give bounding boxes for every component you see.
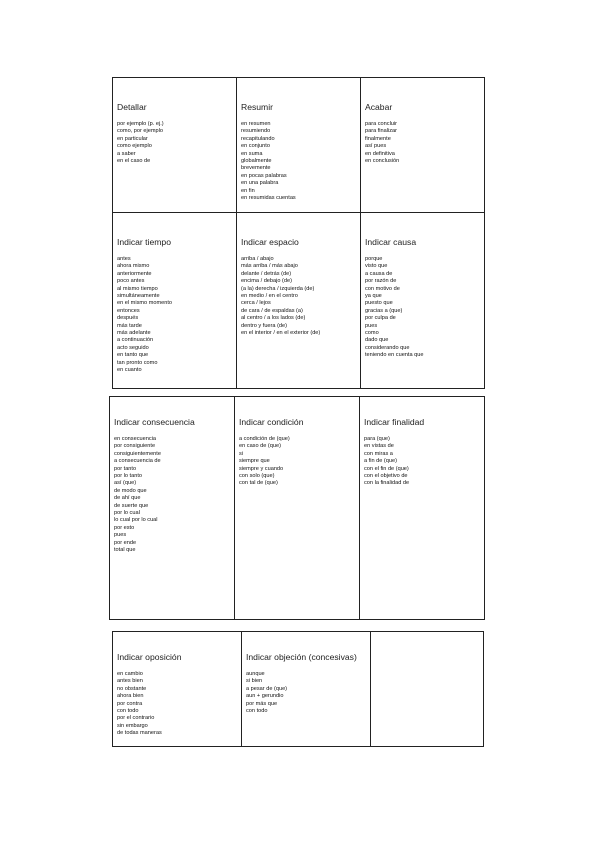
connector-item: puesto que xyxy=(365,300,393,307)
connector-item: en conjunto xyxy=(241,143,270,150)
connector-item: de ahí que xyxy=(114,495,141,502)
connector-item: por consiguiente xyxy=(114,443,156,450)
connector-item: si xyxy=(239,450,244,457)
connector-item: ahora mismo xyxy=(117,263,150,270)
cell-indicar-tiempo xyxy=(113,213,237,389)
connector-item: con el objetivo de xyxy=(364,473,408,480)
connector-item: por lo tanto xyxy=(114,473,142,480)
cell-resumir xyxy=(237,78,361,213)
connector-item: por tanto xyxy=(114,465,137,472)
connector-item: pues xyxy=(365,322,378,329)
connector-item: como xyxy=(365,330,379,337)
connector-item: aun + gerundio xyxy=(246,693,284,700)
connector-item: siempre que xyxy=(239,458,270,465)
connector-item: poco antes xyxy=(117,278,145,285)
connector-item: simultáneamente xyxy=(117,293,160,300)
cell-heading: Detallar xyxy=(117,102,147,112)
cell-empty xyxy=(371,632,484,747)
connector-item: no obstante xyxy=(117,685,147,692)
connector-item: por culpa de xyxy=(365,315,396,322)
connector-item: anteriormente xyxy=(117,270,152,277)
connector-item: en el caso de xyxy=(117,158,151,165)
connector-item: por más que xyxy=(246,700,278,707)
connector-item: por ende xyxy=(114,539,137,546)
cell-indicar-oposicion xyxy=(113,632,242,747)
connector-item: en cuanto xyxy=(117,367,142,374)
connector-item: con todo xyxy=(117,708,139,715)
cell-heading: Indicar condición xyxy=(239,417,304,427)
connector-item: para (que) xyxy=(364,436,390,442)
connector-item: por ejemplo (p. ej.) xyxy=(117,121,164,127)
connector-item: por razón de xyxy=(365,278,397,285)
connector-item: con solo (que) xyxy=(239,473,275,480)
cell-heading: Indicar objeción (concesivas) xyxy=(246,652,357,662)
connector-item: cerca / lejos xyxy=(241,300,271,307)
connector-item: dado que xyxy=(365,337,389,344)
connector-item: al mismo tiempo xyxy=(117,285,158,292)
connector-item: aunque xyxy=(246,671,265,677)
connector-item: globalmente xyxy=(241,158,272,165)
connector-item: en una palabra xyxy=(241,180,279,187)
connector-item: para finalizar xyxy=(365,128,398,135)
connector-item: en resumen xyxy=(241,121,271,127)
connector-item: como ejemplo xyxy=(117,143,152,150)
connector-item: en resumidas cuentas xyxy=(241,195,296,202)
connector-item: en consecuencia xyxy=(114,436,156,442)
cell-indicar-objecion xyxy=(242,632,371,747)
cell-heading: Indicar causa xyxy=(365,237,417,247)
connector-item: así (que) xyxy=(114,480,137,487)
connector-item: por esto xyxy=(114,524,135,531)
connector-item: encima / debajo (de) xyxy=(241,278,292,285)
connector-item: tan pronto como xyxy=(117,359,158,366)
cell-heading: Indicar oposición xyxy=(117,652,182,662)
connector-item: siempre y cuando xyxy=(239,465,284,472)
connector-item: gracias a (que) xyxy=(365,307,403,314)
connector-item: por lo cual xyxy=(114,510,140,517)
connector-item: con la finalidad de xyxy=(364,480,410,487)
connector-item: como, por ejemplo xyxy=(117,128,164,135)
connector-item: de cara / de espaldas (a) xyxy=(241,307,303,314)
cell-heading: Resumir xyxy=(241,102,273,112)
connector-item: visto que xyxy=(365,263,388,270)
connector-item: por contra xyxy=(117,700,143,707)
connector-item: entonces xyxy=(117,307,140,314)
connector-item: arriba / abajo xyxy=(241,256,274,262)
connector-item: al centro / a los lados (de) xyxy=(241,315,306,322)
cell-acabar xyxy=(361,78,485,213)
cell-indicar-finalidad xyxy=(360,397,485,620)
connector-item: antes xyxy=(117,256,131,262)
connector-item: más tarde xyxy=(117,322,142,329)
connector-item: con todo xyxy=(246,708,268,715)
connector-item: más adelante xyxy=(117,330,151,337)
connector-item: para concluir xyxy=(365,121,398,127)
connector-item: con el fin de (que) xyxy=(364,465,409,472)
connector-item: a condición de (que) xyxy=(239,436,290,442)
connector-item: recapitulando xyxy=(241,135,275,142)
connector-item: por el contrario xyxy=(117,715,155,722)
connector-item: en el mismo momento xyxy=(117,300,173,307)
connector-item: en cambio xyxy=(117,671,143,677)
connector-item: ahora bien xyxy=(117,693,144,700)
connector-item: de modo que xyxy=(114,487,147,494)
connectors-table-1 xyxy=(112,77,485,389)
connector-item: dentro y fuera (de) xyxy=(241,322,288,329)
cell-indicar-causa xyxy=(361,213,485,389)
connector-item: a pesar de (que) xyxy=(246,685,288,692)
cell-indicar-consecuencia xyxy=(110,397,235,620)
connector-item: ya que xyxy=(365,293,382,300)
connector-item: en vistas de xyxy=(364,443,394,450)
connector-item: sin embargo xyxy=(117,722,148,729)
cell-heading: Indicar consecuencia xyxy=(114,417,195,427)
connector-item: finalmente xyxy=(365,135,391,142)
connector-item: en particular xyxy=(117,135,148,142)
connector-item: a saber xyxy=(117,150,136,157)
connector-item: consiguientemente xyxy=(114,450,161,457)
connector-item: antes bien xyxy=(117,678,143,685)
connector-item: en caso de (que) xyxy=(239,443,281,450)
cell-indicar-condicion xyxy=(235,397,360,620)
connector-item: en suma xyxy=(241,150,263,157)
cell-heading: Indicar tiempo xyxy=(117,237,171,247)
connector-item: con tal de (que) xyxy=(239,480,278,487)
connector-item: considerando que xyxy=(365,344,410,351)
connector-item: en medio / en el centro xyxy=(241,293,298,300)
connector-item: a fin de (que) xyxy=(364,458,397,465)
cell-indicar-espacio xyxy=(237,213,361,389)
connector-item: de suerte que xyxy=(114,502,149,509)
connector-item: a causa de xyxy=(365,270,393,277)
connector-item: así pues xyxy=(365,143,387,150)
connector-item: total que xyxy=(114,547,136,554)
cell-heading: Indicar finalidad xyxy=(364,417,425,427)
connector-item: después xyxy=(117,315,139,322)
cell-heading: Indicar espacio xyxy=(241,237,299,247)
connector-item: en definitiva xyxy=(365,150,395,157)
connector-item: a consecuencia de xyxy=(114,458,161,465)
cell-heading: Acabar xyxy=(365,102,393,112)
connector-item: delante / detrás (de) xyxy=(241,270,292,277)
connector-item: resumiendo xyxy=(241,128,271,135)
connector-item: en fin xyxy=(241,187,255,194)
connector-item: (a la) derecha / izquierda (de) xyxy=(241,285,315,292)
connector-item: de todas maneras xyxy=(117,730,162,737)
connector-item: si bien xyxy=(246,678,263,685)
connector-item: a continuación xyxy=(117,337,154,344)
connector-item: brevemente xyxy=(241,165,271,172)
connector-item: porque xyxy=(365,256,383,262)
connector-item: en pocas palabras xyxy=(241,172,287,179)
connectors-table-3 xyxy=(112,631,484,747)
connector-item: más arriba / más abajo xyxy=(241,263,298,270)
cell-detallar xyxy=(113,78,237,213)
connector-item: acto seguido xyxy=(117,344,149,351)
connectors-table-2 xyxy=(109,396,485,620)
connector-item: pues xyxy=(114,532,127,539)
connector-item: con miras a xyxy=(364,450,393,457)
connector-item: con motivo de xyxy=(365,285,400,292)
connector-item: en el interior / en el exterior (de) xyxy=(241,330,321,337)
connector-item: lo cual por lo cual xyxy=(114,517,158,524)
connector-item: en conclusión xyxy=(365,158,400,165)
connector-item: teniendo en cuenta que xyxy=(365,352,424,359)
connector-item: en tanto que xyxy=(117,352,149,359)
